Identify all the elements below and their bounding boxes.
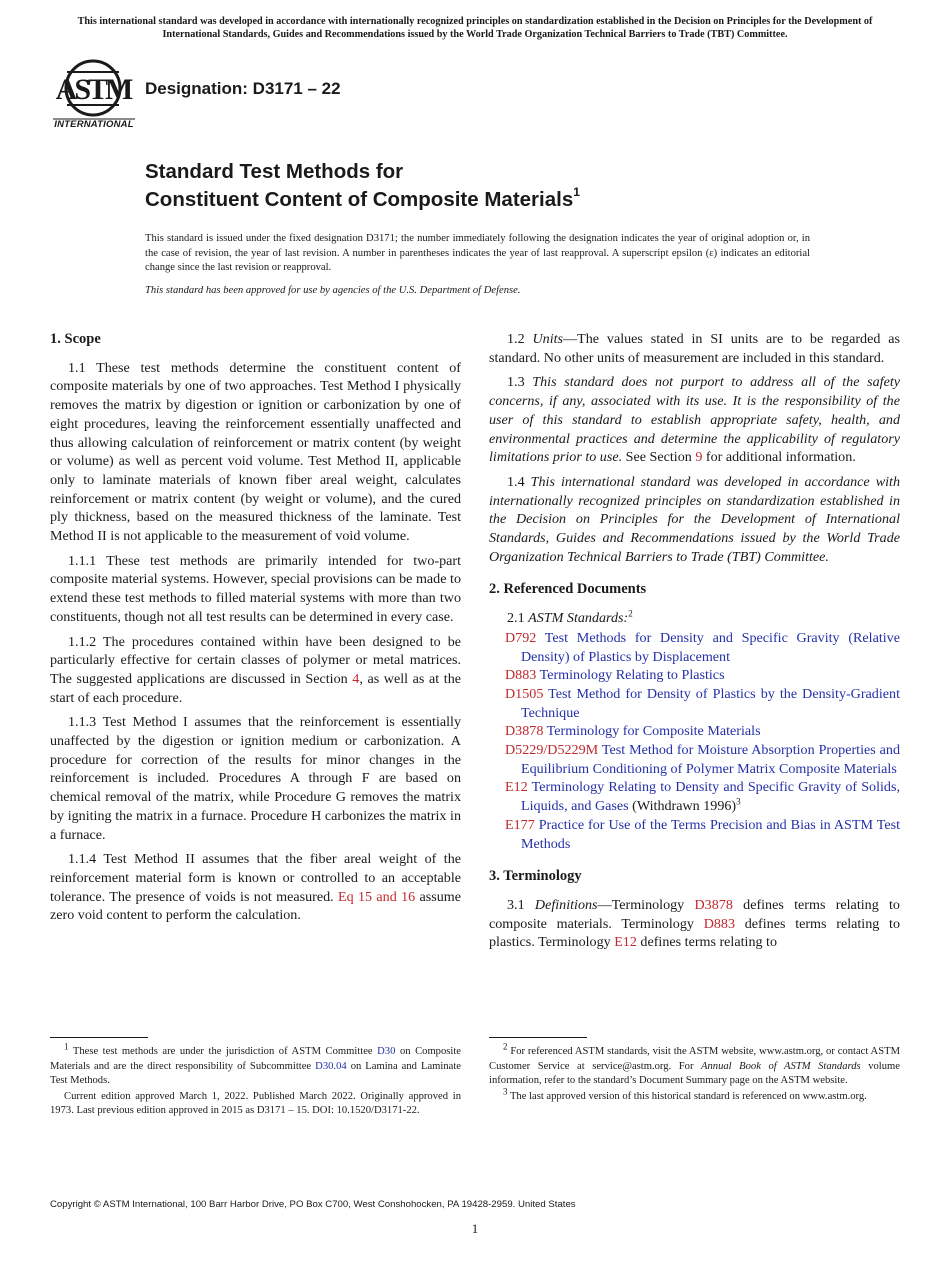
para-1-2-text: —The values stated in SI units are to be regarded as standard. No other units of measurement are included in this standard. <box>489 331 900 366</box>
para-1-2-italic: Units <box>532 331 564 347</box>
reference-item <box>489 816 900 853</box>
reference-title[interactable]: Terminology for Composite Materials <box>543 723 761 740</box>
footnote-3-text: The last approved version of this historical standard is referenced on www.astm.org. <box>507 1090 867 1102</box>
para-1-1-2 <box>50 633 461 708</box>
svg-text:ASTM: ASTM <box>55 73 131 106</box>
reference-item <box>489 741 900 778</box>
reference-item <box>489 722 900 741</box>
footnote-1-text-b: on Composite Materials and are the direct responsibility of Subcommittee <box>50 1046 461 1072</box>
para-1-4-num: 1.4 <box>507 473 531 490</box>
footnote-2-text-a: For referenced ASTM standards, visit the ASTM website, www.astm.org, or contact ASTM Customer Service at service@astm.org. For <box>489 1046 900 1072</box>
section-9-link[interactable]: 9 <box>695 449 703 466</box>
committee-d30-link[interactable]: D30 <box>377 1046 396 1057</box>
para-1-1-4-text-a: 1.1.4 Test Method II assumes that the fiber areal weight of the reinforcement material form is known or controlled to an acceptable tolerance. The presence of voids is not measured. <box>50 851 461 905</box>
astm-standards-subheading <box>489 609 900 628</box>
reference-title[interactable]: Terminology Relating to Plastics <box>536 667 725 684</box>
reference-code-link[interactable]: D1505 <box>505 685 544 702</box>
para-1-1-2-text-a: 1.1.2 The procedures contained within have been designed to be particularly effective for certain classes of polymer or metal matrices. The suggested applications are discussed in Section <box>50 633 461 687</box>
reference-title[interactable]: Test Method for Density of Plastics by the Density-Gradient Technique <box>521 685 900 721</box>
reference-item <box>489 629 900 666</box>
footnote-3 <box>489 1085 900 1105</box>
logo-wordmark: INTERNATIONAL <box>54 119 134 130</box>
footnote-2-text-b: volume information, refer to the standard’s Document Summary page on the ASTM website. <box>489 1060 900 1086</box>
footnote-1 <box>50 1041 462 1089</box>
para-1-2-num: 1.2 <box>507 331 533 347</box>
left-column <box>50 330 461 931</box>
footnote-1-text-c: on Lamina and Laminate Test Methods. <box>50 1060 462 1086</box>
footnote-3-mark: 3 <box>503 1085 508 1096</box>
reference-item <box>489 778 900 815</box>
terminology-heading: 3. Terminology <box>489 868 582 885</box>
footnote-1-text-a: These test methods are under the jurisdiction of ASTM Committee <box>68 1046 378 1057</box>
para-3-1-italic: Definitions <box>534 896 598 913</box>
para-3-1-num: 3.1 <box>507 896 535 913</box>
document-title <box>145 160 580 211</box>
designation-label: Designation: D3171 – 22 <box>145 79 341 98</box>
issue-note: This standard is issued under the fixed designation D3171; the number immediately following the designation indicates the year of original adoption or, in the case of revision, the year of last revision. A number in parentheses indicates the year of last reapproval. A superscript epsilon (ε) indicates an editorial change since the last revision or reapproval. <box>145 233 810 274</box>
footnotes-right <box>489 1041 900 1105</box>
reference-title[interactable]: Test Methods for Density and Specific Gravity (Relative Density) of Plastics by Displacement <box>521 629 900 665</box>
footnotes-left <box>50 1041 462 1120</box>
para-1-1-4 <box>50 850 461 925</box>
footnote-divider-left <box>50 1037 148 1038</box>
para-1-1-3: 1.1.3 Test Method I assumes that the reinforcement is essentially unaffected by the digestion or ignition medium or carbonization. A procedure for correction of the results for minor changes in the reinforcement is included. Procedures A through F are based on chemical removal of the matrix, while Procedure G removes the matrix by igniting the matrix in a furnace. Procedure H carbonizes the matrix in a furnace. <box>50 714 461 843</box>
withdrawn-footnote-mark: 3 <box>736 796 741 807</box>
reference-item <box>489 666 900 685</box>
footnote-1-mark: 1 <box>64 1041 69 1052</box>
para-1-1: 1.1 These test methods determine the constituent content of composite materials by one of two approaches. Test Method I physically removes the matrix by digestion or ignition or carbonization by one of eight procedures, leaving the reinforcement essentially unaffected and thus allowing calculation of reinforcement or matrix content (by weight or volume) as well as percent void volume. Test Method II, applicable only to laminate materials of known fiber areal weight, calculates reinforcement or matrix content (by weight or volume), and the cured ply thickness, based on the measured thickness of the laminate. Test Method II is not applicable to the measurement of void volume. <box>50 359 461 545</box>
title-footnote-mark: 1 <box>573 185 580 199</box>
edition-note: Current edition approved March 1, 2022. Published March 2022. Originally approved in 1973. Last previous edition approved in 2015 as D3171 – 15. DOI: 10.1520/D3171-22. <box>50 1090 461 1116</box>
para-1-4-italic: This international standard was developed in accordance with internationally recognized principles on standardization established in the Decision on Principles for the Development of International Standards, Guides and Recommendations issued by the World Trade Organization Technical Barriers to Trade (TBT) Committee. <box>489 473 900 565</box>
referenced-documents-heading: 2. Referenced Documents <box>489 581 647 598</box>
footnote-2 <box>489 1041 900 1089</box>
d883-link[interactable]: D883 <box>703 915 736 932</box>
para-3-1-t1: —Terminology <box>597 896 695 913</box>
para-1-4 <box>489 473 900 567</box>
para-3-1-t3: defines terms relating to plastics. Terminology <box>489 915 900 951</box>
reference-code-link[interactable]: D883 <box>505 667 537 684</box>
astm-logo <box>53 56 135 134</box>
para-1-3-end: for additional information. <box>702 449 856 466</box>
para-1-3-see: See Section <box>622 449 696 466</box>
footnote-2-italic: Annual Book of ASTM Standards <box>701 1060 861 1072</box>
para-1-1-1: 1.1.1 These test methods are primarily intended for two-part composite material systems. However, special provisions can be made to extend these test methods to filled material systems with more than two constituents, though not all test results can be determined in every case. <box>50 552 461 625</box>
para-1-3 <box>489 373 900 467</box>
reference-code-link[interactable]: D5229/D5229M <box>505 742 599 759</box>
para-3-1-t2: defines terms relating to composite materials. Terminology <box>489 896 900 932</box>
dod-approval-note: This standard has been approved for use by agencies of the U.S. Department of Defense. <box>145 285 521 296</box>
page-number: 1 <box>471 1221 479 1236</box>
e12-link[interactable]: E12 <box>614 934 637 951</box>
reference-title[interactable]: Terminology Relating to Density and Specific Gravity of Solids, Liquids, and Gases <box>521 779 900 815</box>
subcommittee-d30-04-link[interactable]: D30.04 <box>315 1060 347 1072</box>
para-3-1 <box>489 896 900 952</box>
para-1-3-num: 1.3 <box>507 374 533 391</box>
para-1-2 <box>489 330 900 367</box>
para-1-1-4-text-b: assume zero void content to perform the calculation. <box>50 888 461 924</box>
reference-code-link[interactable]: D3878 <box>505 723 544 740</box>
section-4-link[interactable]: 4 <box>352 670 360 687</box>
astm-standards-label: ASTM Standards: <box>528 610 629 627</box>
reference-item <box>489 685 900 722</box>
para-1-1-2-text-b: , as well as at the start of each procedure. <box>50 670 461 706</box>
reference-title[interactable]: Test Method for Moisture Absorption Properties and Equilibrium Conditioning of Polymer Matrix Composite Materials <box>521 742 900 777</box>
footnote-2-mark: 2 <box>503 1041 508 1052</box>
title-line-1: Standard Test Methods for <box>145 160 404 183</box>
reference-code-link[interactable]: E12 <box>505 779 528 796</box>
footnote-divider-right <box>489 1037 587 1038</box>
d3878-link[interactable]: D3878 <box>694 896 733 913</box>
reference-code-link[interactable]: E177 <box>505 816 535 833</box>
copyright-line: Copyright © ASTM International, 100 Barr Harbor Drive, PO Box C700, West Conshohocken, PA 19428-2959. United States <box>50 1199 576 1210</box>
reference-status: (Withdrawn 1996) <box>628 798 737 815</box>
title-line-2 <box>145 183 580 211</box>
reference-title[interactable]: Practice for Use of the Terms Precision and Bias in ASTM Test Methods <box>521 816 900 852</box>
astm-standards-mark: 2 <box>628 608 633 619</box>
right-column <box>489 330 900 958</box>
astm-standards-num: 2.1 <box>507 610 529 627</box>
title-line-2-text: Constituent Content of Composite Materials <box>145 187 574 211</box>
para-1-3-italic: This standard does not purport to address all of the safety concerns, if any, associated with its use. It is the responsibility of the user of this standard to establish appropriate safety, health, and environmental practices and determine the applicability of regulatory limitations prior to use. <box>489 374 901 466</box>
development-notice: This international standard was developed in accordance with internationally recognized principles on standardization established in the Decision on Principles for the Development of International Standards, Guides and Recommendations issued by the World Trade Organization Technical Barriers to Trade (TBT) Committee. <box>77 16 873 40</box>
scope-heading: 1. Scope <box>50 331 101 347</box>
equation-15-16-link[interactable]: Eq 15 and 16 <box>337 888 416 905</box>
para-3-1-t4: defines terms relating to <box>636 934 778 951</box>
reference-code-link[interactable]: D792 <box>505 629 537 646</box>
